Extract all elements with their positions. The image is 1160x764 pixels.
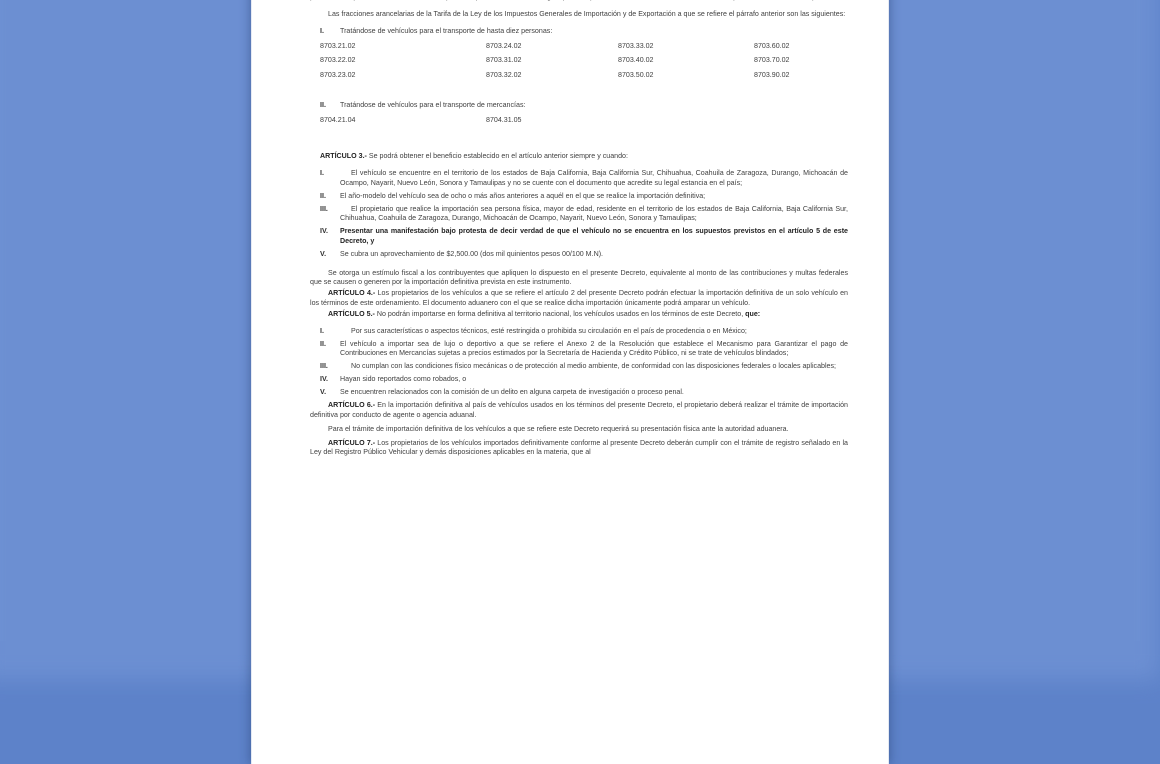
list-numeral: II. — [320, 191, 326, 200]
article-5-item-4 — [310, 375, 848, 385]
list-numeral: I. — [320, 326, 324, 335]
list-item-text: El vehículo a importar sea de lujo o deportivo a que se refiere el Anexo 2 de la Resolución que establece el Mecanismo para Garantizar el pago de Contribuciones en Mercancías sujetas a precios estimados por la Secretaría de Hacienda y Crédito Público, ni se trate de vehículos blindados; — [340, 339, 848, 358]
list-numeral: III. — [320, 204, 328, 213]
list-item-text: El año-modelo del vehículo sea de ocho o más años anteriores a aquél en el que se realice la importación definitiva; — [340, 191, 706, 200]
article-3-item-4 — [310, 227, 848, 246]
article-3-item-1 — [310, 169, 848, 188]
article-6-followup-paragraph: Para el trámite de importación definitiva de los vehículos a que se refiere este Decreto requerirá su presentación física ante la autoridad aduanera. — [328, 424, 789, 433]
tariff-code: 8703.24.02 — [486, 41, 522, 50]
tariff-code: 8703.40.02 — [618, 56, 654, 65]
tariff-code: 8703.60.02 — [754, 41, 790, 50]
list-numeral: I. — [320, 169, 324, 178]
article-6-text: En la importación definitiva al país de vehículos usados en los términos del presente Decreto, el propietario deberá realizar el trámite de importación definitiva por conducto de agente o agencia aduanal. — [310, 401, 848, 419]
list-item-text: Presentar una manifestación bajo protesta de decir verdad de que el vehículo no se encuentra en los supuestos previstos en el artículo 5 de este Decreto, y — [340, 227, 848, 245]
article-6-label: ARTÍCULO 6.- — [328, 401, 376, 410]
tariff-code: 8703.31.02 — [486, 56, 522, 65]
tariff-code: 8703.70.02 — [754, 56, 790, 65]
tariff-code: 8703.22.02 — [320, 56, 356, 65]
list-heading-text: Tratándose de vehículos para el transporte de hasta diez personas: — [340, 27, 553, 36]
tariff-code: 8703.23.02 — [320, 70, 356, 79]
tariff-code: 8703.21.02 — [320, 41, 356, 50]
list-numeral: II. — [320, 101, 326, 110]
fraction-list-heading-1 — [310, 27, 848, 37]
list-item-text: Se encuentren relacionados con la comisión de un delito en alguna carpeta de investigación o proceso penal. — [340, 388, 684, 397]
article-5-item-1 — [310, 327, 848, 337]
tariff-code: 8703.32.02 — [486, 70, 522, 79]
article-5-paragraph — [310, 310, 848, 320]
tariff-fraction-grid-2 — [310, 113, 848, 128]
article-7-label: ARTÍCULO 7.- — [328, 438, 376, 447]
list-item-text: Hayan sido reportados como robados, o — [340, 375, 467, 384]
list-item-text: Por sus características o aspectos técnicos, esté restringida o prohibida su circulación en el país de procedencia o en México; — [351, 326, 747, 335]
article-5-item-5 — [310, 388, 848, 398]
list-numeral: V. — [320, 249, 327, 258]
article-3-item-2 — [310, 192, 848, 202]
list-item-text: Se cubra un aprovechamiento de $2,500.00 (dos mil quinientos pesos 00/100 M.N). — [340, 249, 604, 258]
fraction-list-heading-2 — [310, 101, 848, 111]
article-5-label: ARTÍCULO 5.- — [328, 309, 375, 318]
article-5-lead-tail: que: — [745, 309, 761, 318]
tariff-fraction-grid-1 — [310, 39, 848, 83]
article-4-text: Los propietarios de los vehículos a que se refiere el artículo 2 del presente Decreto podrán efectuar la importación definitiva de un solo vehículo en los términos de este ordenamiento. El documento aduanero con el que se realice dicha importación únicamente podrá amparar un vehículo. — [310, 289, 848, 307]
article-4-paragraph — [310, 289, 848, 308]
article-3-lead: Se podrá obtener el beneficio establecido en el artículo anterior siempre y cuando: — [366, 152, 628, 161]
tariff-code: 8703.33.02 — [618, 41, 654, 50]
list-numeral: V. — [320, 388, 327, 397]
tariff-code: 8704.21.04 — [320, 115, 356, 124]
list-numeral: IV. — [320, 375, 329, 384]
article-3-label: ARTÍCULO 3.- — [320, 152, 367, 161]
article-7-text: Los propietarios de los vehículos importados definitivamente conforme al presente Decreto deberán cumplir con el trámite de registro señalado en la Ley del Registro Público Vehicular y demás disposiciones aplicables en la materia, que al — [310, 438, 848, 457]
intro-paragraph-2: Las fracciones arancelarias de la Tarifa de la Ley de los Impuestos Generales de Importación y de Exportación a que se refiere el párrafo anterior son las siguientes: — [328, 10, 846, 19]
list-numeral: IV. — [320, 227, 329, 236]
article-4-label: ARTÍCULO 4.- — [328, 289, 376, 298]
article-3-item-3 — [310, 205, 848, 224]
article-5-lead: No podrán importarse en forma definitiva al territorio nacional, los vehículos usados en los términos de este Decreto, — [374, 309, 746, 318]
list-item-text: El vehículo se encuentre en el territorio de los estados de Baja California, Baja California Sur, Chihuahua, Coahuila de Zaragoza, Durango, Michoacán de Ocampo, Nayarit, Nuevo León, Sonora y Tamaulipas y no se cuente con el documento que acredite su legal estancia en el país; — [340, 169, 848, 187]
article-6-paragraph — [310, 401, 848, 420]
document-page[interactable] — [252, 0, 888, 764]
article-3-item-5 — [310, 250, 848, 260]
article-7-paragraph — [310, 439, 848, 458]
article-5-item-2 — [310, 340, 848, 359]
tariff-code: 8704.31.05 — [486, 115, 522, 124]
article-3-heading — [310, 152, 848, 162]
intro-paragraph-1 — [310, 0, 848, 3]
article-3-closing-paragraph: Se otorga un estímulo fiscal a los contribuyentes que apliquen lo dispuesto en el presente Decreto, equivalente al monto de las contribuciones y multas federales que se causen o generen por la importación definitiva prevista en este instrumento. — [310, 268, 848, 287]
list-numeral: III. — [320, 362, 328, 371]
tariff-code: 8703.50.02 — [618, 70, 654, 79]
list-item-text: El propietario que realice la importación sea persona física, mayor de edad, residente en el territorio de los estados de Baja California, Baja California Sur, Chihuahua, Coahuila de Zaragoza, Durango, Michoacán de Ocampo, Nayarit, Nuevo León, Sonora y Tamaulipas; — [340, 204, 848, 223]
tariff-code: 8703.90.02 — [754, 70, 790, 79]
list-item-text: No cumplan con las condiciones físico mecánicas o de protección al medio ambiente, de conformidad con las disposiciones federales o locales aplicables; — [351, 362, 837, 371]
article-5-item-3 — [310, 362, 848, 372]
list-numeral: II. — [320, 339, 326, 348]
document-text-body — [310, 0, 848, 459]
list-heading-text: Tratándose de vehículos para el transporte de mercancías: — [340, 101, 526, 110]
list-numeral: I. — [320, 27, 324, 36]
